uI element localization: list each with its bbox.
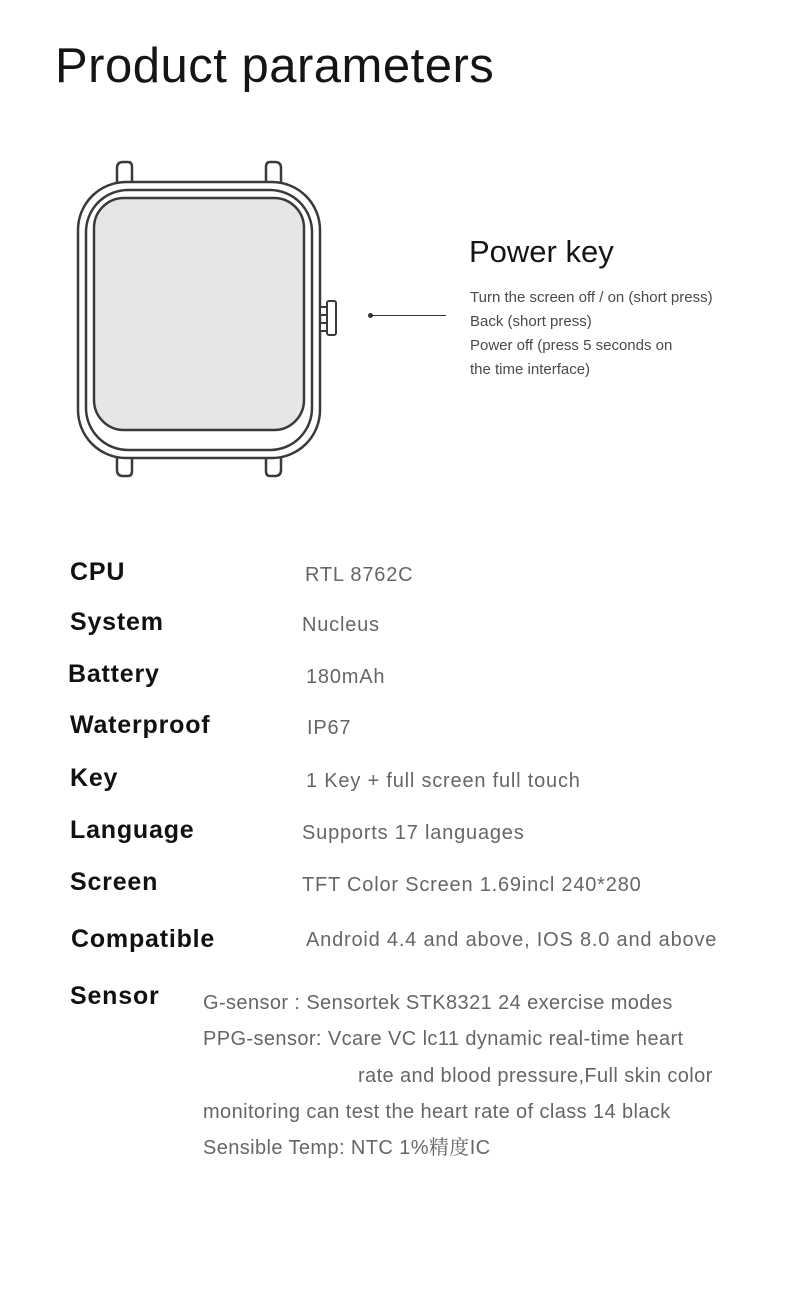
spec-label-compatible: Compatible [71,925,216,953]
smartwatch-illustration [70,158,350,483]
spec-label-cpu: CPU [70,558,126,586]
sensor-line: Sensible Temp: NTC 1%精度IC [203,1137,491,1160]
sensor-line: PPG-sensor: Vcare VC lc11 dynamic real-time heart [203,1028,684,1051]
power-key-title: Power key [469,234,614,269]
power-key-line: Power off (press 5 seconds on [470,337,673,354]
watch-screen [94,198,304,430]
page-title: Product parameters [55,39,495,93]
spec-value-system: Nucleus [302,614,380,636]
spec-value-language: Supports 17 languages [302,822,525,844]
spec-value-battery: 180mAh [306,666,386,688]
spec-label-battery: Battery [68,660,160,688]
spec-label-language: Language [70,816,195,844]
power-key-line: Back (short press) [470,313,592,330]
spec-value-compatible: Android 4.4 and above, IOS 8.0 and above [306,929,718,951]
spec-label-system: System [70,608,164,636]
callout-line [370,315,446,316]
sensor-line: monitoring can test the heart rate of class 14 black [203,1100,671,1123]
power-key-line: Turn the screen off / on (short press) [470,289,713,306]
spec-value-key: 1 Key + full screen full touch [306,770,581,792]
spec-value-cpu: RTL 8762C [305,564,414,586]
power-button-icon [320,301,336,335]
spec-value-waterproof: IP67 [307,717,352,739]
watch-strap-top [117,162,281,183]
power-key-description [470,286,713,382]
sensor-line: G-sensor : Sensortek STK8321 24 exercise modes [203,992,673,1014]
spec-label-screen: Screen [70,868,159,896]
sensor-line: rate and blood pressure,Full skin color [358,1064,713,1087]
spec-label-waterproof: Waterproof [70,711,211,739]
spec-label-key: Key [70,764,119,792]
sensor-description [203,985,713,1166]
power-key-line: the time interface) [470,361,591,378]
spec-label-sensor: Sensor [70,982,160,1010]
spec-value-screen: TFT Color Screen 1.69incl 240*280 [302,874,642,896]
